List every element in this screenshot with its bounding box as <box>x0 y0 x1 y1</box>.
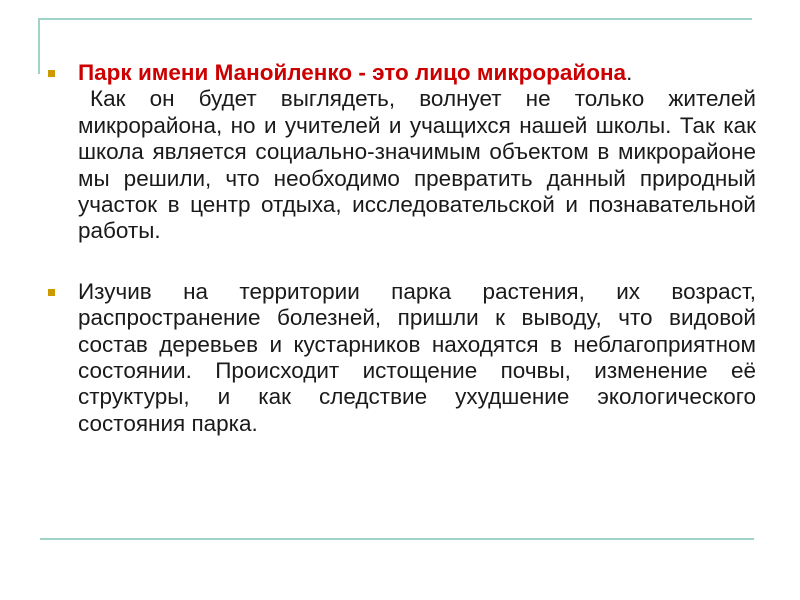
heading-period: . <box>626 60 633 85</box>
square-bullet-icon <box>48 70 55 77</box>
heading-text: Парк имени Манойленко - это лицо микрорайона <box>78 60 627 85</box>
bullet-1-heading <box>78 60 756 86</box>
bullet-item-2 <box>48 279 756 437</box>
bullet-1-body: Как он будет выглядеть, волнует не только жителей микрорайона, но и учителей и учащихся нашей школы. Так как школа является социально-значимым объектом в микрорайоне мы решили, что необходимо превратить данный природный участок в центр отдыха, исследовательской и познавательной работы. <box>78 86 756 244</box>
slide-content <box>48 60 756 437</box>
bullet-2-body: Изучив на территории парка растения, их возраст, распространение болезней, пришли к выводу, что видовой состав деревьев и кустарников находятся в неблагоприятном состоянии. Происходит истощение почвы, изменение её структуры, и как следствие ухудшение экологического состояния парка. <box>78 278 756 436</box>
paragraph-gap <box>48 245 756 279</box>
slide-left-rule <box>38 18 40 74</box>
slide-top-rule <box>38 18 752 20</box>
slide-bottom-rule <box>40 538 754 540</box>
bullet-item-1 <box>48 60 756 245</box>
square-bullet-icon <box>48 289 55 296</box>
